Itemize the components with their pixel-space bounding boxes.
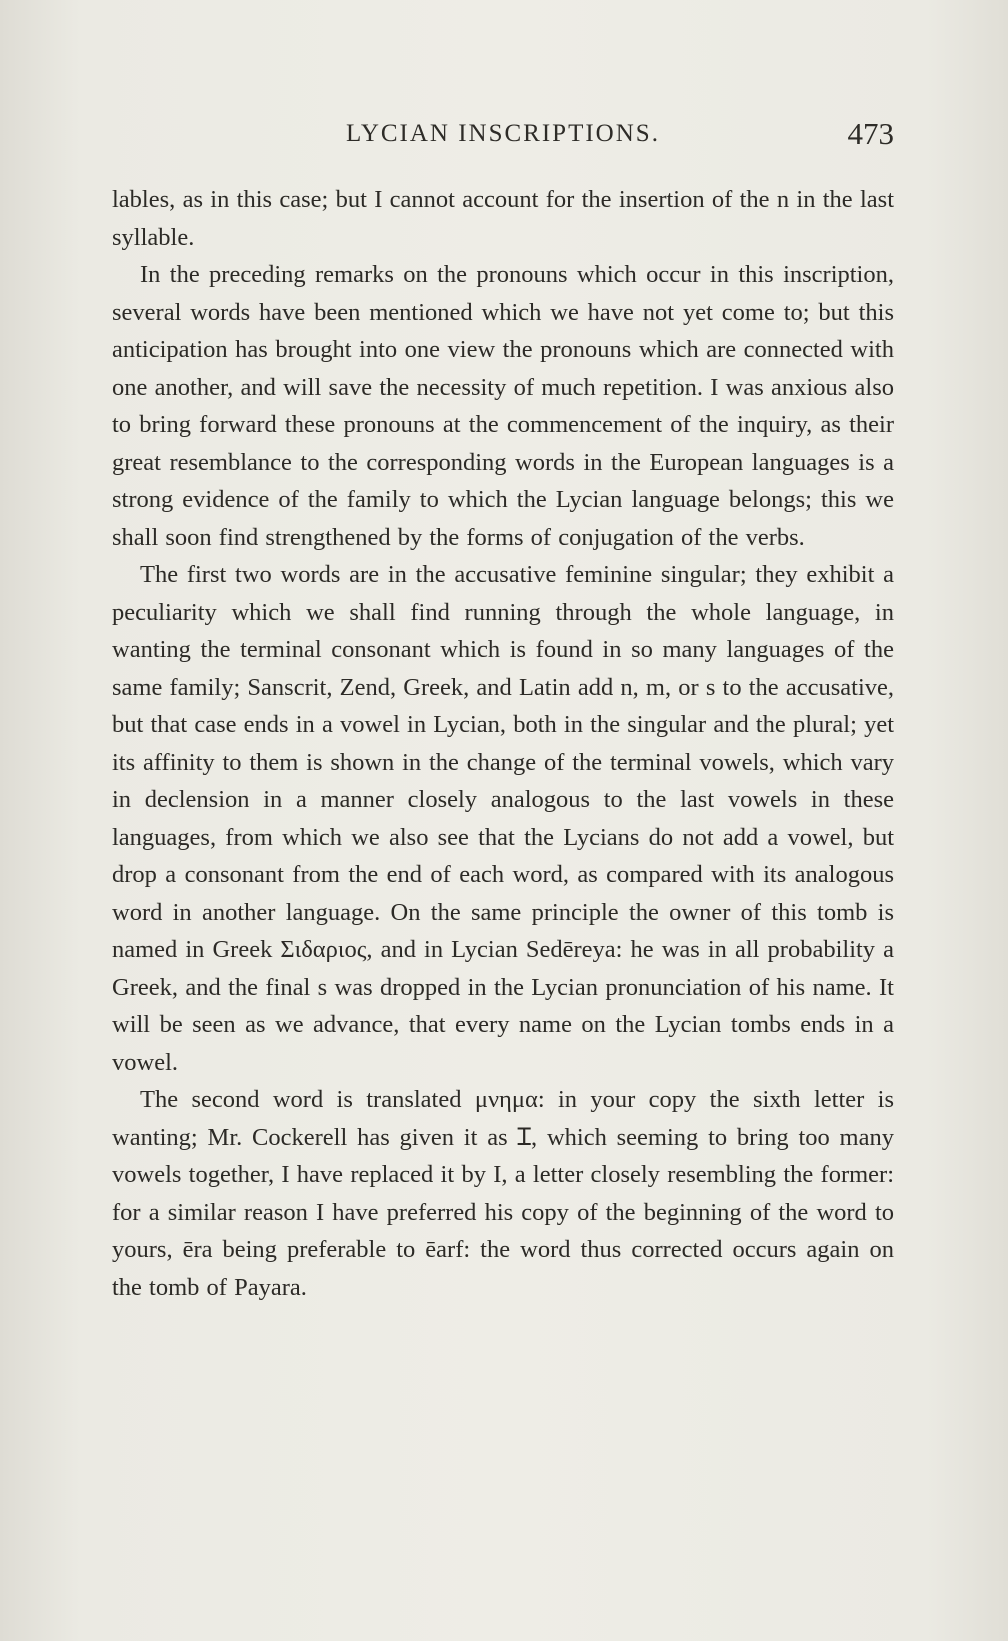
paragraph-1: lables, as in this case; but I cannot account for the insertion of the n in the last syllable. [112, 186, 894, 251]
running-title: LYCIAN INSCRIPTIONS. [346, 120, 660, 147]
paragraph-3: The first two words are in the accusative feminine singular; they exhibit a peculiarity which we shall find running through the whole language, in wanting the terminal consonant which is found in so many languages of the same family; Sanscrit, Zend, Greek, and Latin add n, m, or s to the accusative, but that case ends in a vowel in Lycian, both in the singular and the plural; yet its affinity to them is shown in the change of the terminal vowels, which vary in declension in a manner closely analogous to the last vowels in these languages, from which we also see that the Lycians do not add a vowel, but drop a consonant from the end of each word, as compared with its analogous word in another language. On the same principle the owner of this tomb is named in Greek Σιδαριος, and in Lycian Sedēreya: he was in all probability a Greek, and the final s was dropped in the Lycian pronunciation of his name. It will be seen as we advance, that every name on the Lycian tombs ends in a vowel. [112, 561, 894, 1076]
paragraph-2: In the preceding remarks on the pronouns which occur in this inscription, several words have been mentioned which we have not yet come to; but this anticipation has brought into one view the pronouns which are connected with one another, and will save the necessity of much repetition. I was anxious also to bring forward these pronouns at the commencement of the inquiry, as their great resemblance to the corresponding words in the European languages is a strong evidence of the family to which the Lycian language belongs; this we shall soon find strengthened by the forms of conjugation of the verbs. [112, 261, 894, 551]
page-header [112, 116, 894, 160]
page-number: 473 [847, 116, 894, 151]
body-text [112, 181, 894, 1306]
paragraph-4: The second word is translated μνημα: in your copy the sixth letter is wanting; Mr. Cockerell has given it as Ɪ, which seeming to bring too many vowels together, I have replaced it by Ӏ, a letter closely resembling the former: for a similar reason I have preferred his copy of the beginning of the word to yours, ēra being preferable to ēarf: the word thus corrected occurs again on the tomb of Payara. [112, 1086, 894, 1301]
